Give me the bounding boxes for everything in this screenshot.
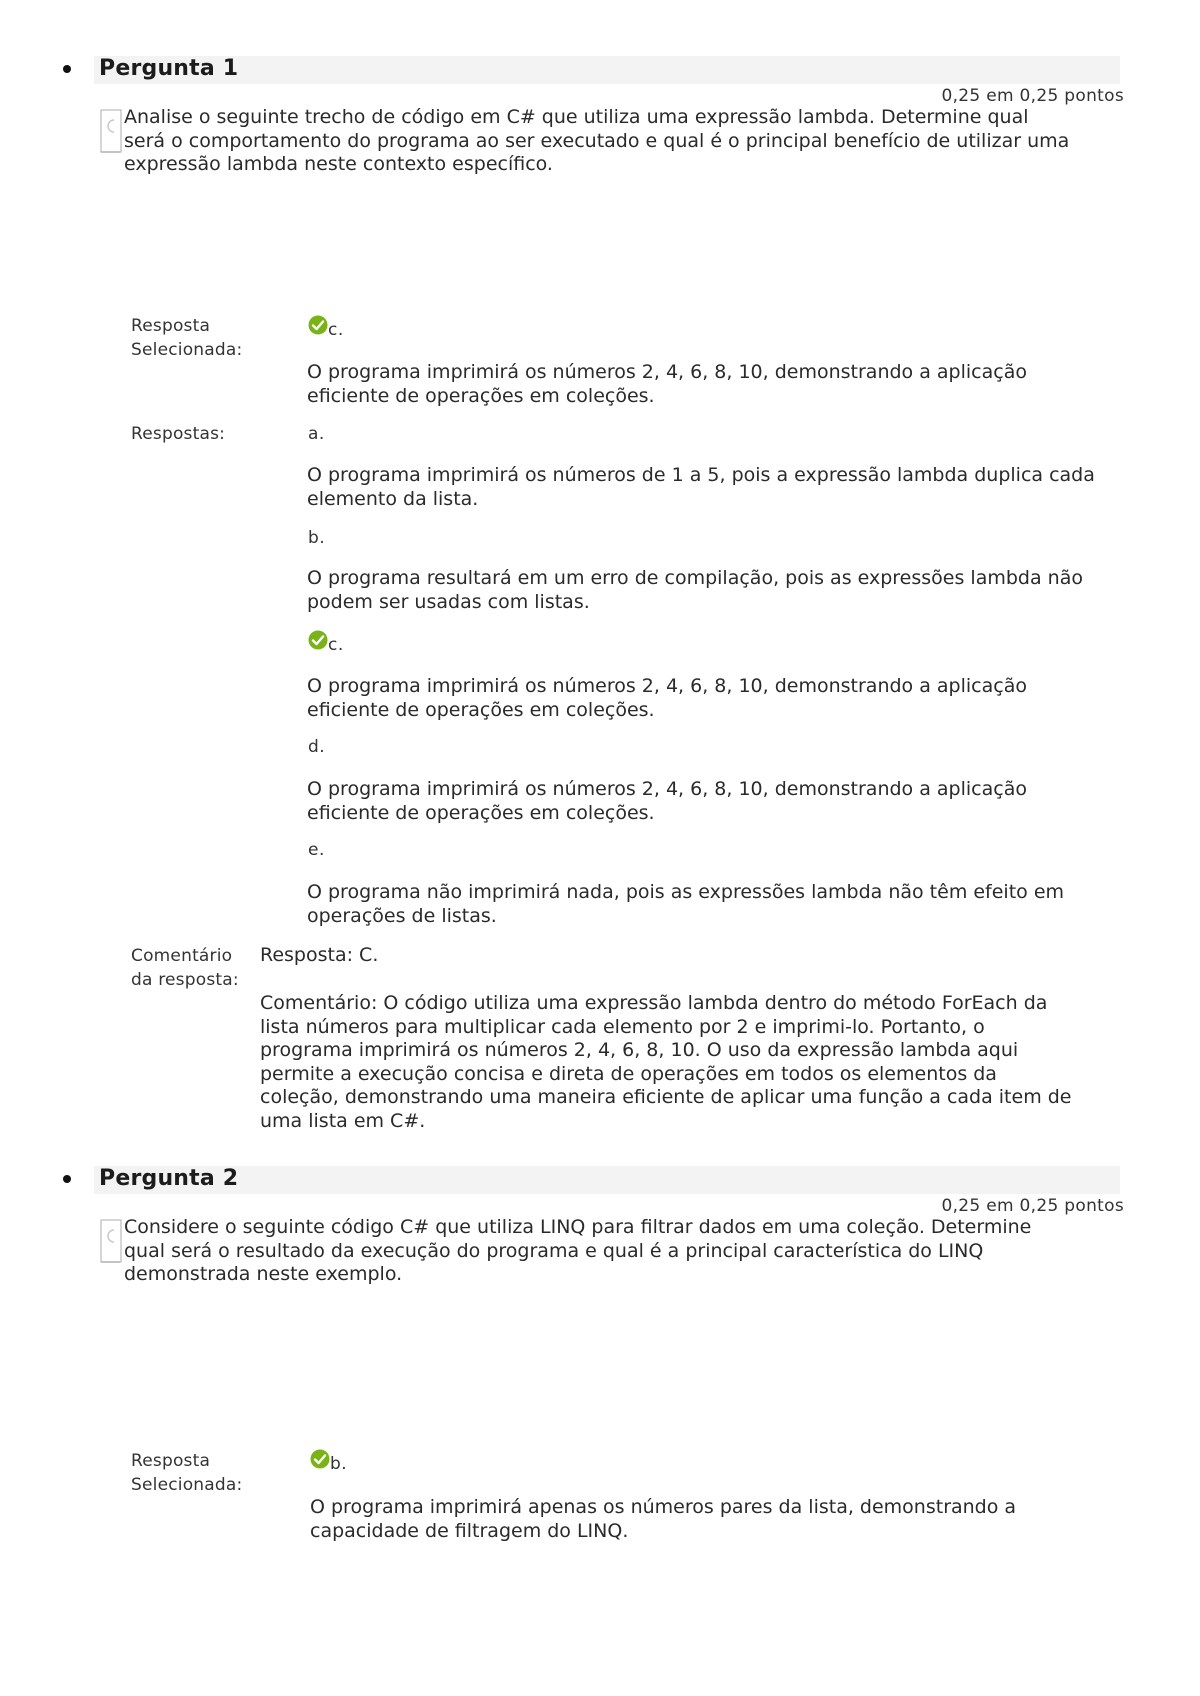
- option-letter: a.: [308, 424, 325, 444]
- option-letter: c.: [328, 635, 344, 655]
- bullet-icon: [63, 65, 71, 73]
- question-title: Pergunta 1: [99, 56, 239, 81]
- comment-label: Comentário da resposta:: [131, 946, 239, 990]
- check-circle-icon: [310, 1449, 330, 1469]
- option-text: O programa resultará em um erro de compilação, pois as expressões lambda não podem ser usadas com listas.: [307, 567, 1083, 613]
- bullet-icon: [63, 1175, 71, 1183]
- option-letter: b.: [308, 528, 326, 548]
- selected-answer-letter: b.: [330, 1454, 348, 1474]
- option-text: O programa não imprimirá nada, pois as expressões lambda não têm efeito em operações de listas.: [307, 881, 1065, 927]
- comment-text: Comentário: O código utiliza uma expressão lambda dentro do método ForEach da lista números para multiplicar cada elemento por 2 e imprimi-lo. Portanto, o programa imprimirá os números 2, 4, 6, 8, 10. O uso da expressão lambda aqui permite a execução concisa e direta de operações em todos os elementos da coleção, demonstrando uma maneira eficiente de aplicar uma função a cada item de uma lista em C#.: [260, 992, 1072, 1132]
- option-text: O programa imprimirá os números 2, 4, 6, 8, 10, demonstrando a aplicação eficiente de operações em coleções.: [307, 778, 1027, 824]
- option-text: O programa imprimirá os números de 1 a 5, pois a expressão lambda duplica cada elemento da lista.: [307, 464, 1095, 510]
- option-text: O programa imprimirá os números 2, 4, 6, 8, 10, demonstrando a aplicação eficiente de operações em coleções.: [307, 675, 1027, 721]
- selected-answer-label: Resposta Selecionada:: [131, 316, 243, 360]
- question-points: 0,25 em 0,25 pontos: [941, 86, 1124, 106]
- comment-answer: Resposta: C.: [260, 944, 379, 966]
- question-points: 0,25 em 0,25 pontos: [941, 1196, 1124, 1216]
- option-letter: d.: [308, 737, 326, 757]
- check-circle-icon: [308, 630, 328, 650]
- answers-label: Respostas:: [131, 424, 226, 444]
- question-text: Considere o seguinte código C# que utiliza LINQ para filtrar dados em uma coleção. Determine qual será o resultado da execução do programa e qual é a principal característica do LINQ demonstrada neste exemplo.: [124, 1216, 1032, 1285]
- question-text: Analise o seguinte trecho de código em C# que utiliza uma expressão lambda. Determine qual será o comportamento do programa ao ser executado e qual é o principal benefício de utilizar uma expressão lambda neste contexto específico.: [124, 106, 1070, 175]
- document-icon: [100, 1218, 122, 1266]
- question-title: Pergunta 2: [99, 1166, 239, 1191]
- selected-answer-letter: c.: [328, 320, 344, 340]
- document-icon: [100, 108, 122, 156]
- question-header: [94, 56, 1120, 84]
- check-circle-icon: [308, 315, 328, 335]
- selected-answer-label: Resposta Selecionada:: [131, 1451, 243, 1495]
- option-letter: e.: [308, 840, 325, 860]
- selected-answer-text: O programa imprimirá os números 2, 4, 6, 8, 10, demonstrando a aplicação eficiente de operações em coleções.: [307, 361, 1027, 407]
- question-header: [94, 1166, 1120, 1194]
- selected-answer-text: O programa imprimirá apenas os números pares da lista, demonstrando a capacidade de filtragem do LINQ.: [310, 1496, 1017, 1542]
